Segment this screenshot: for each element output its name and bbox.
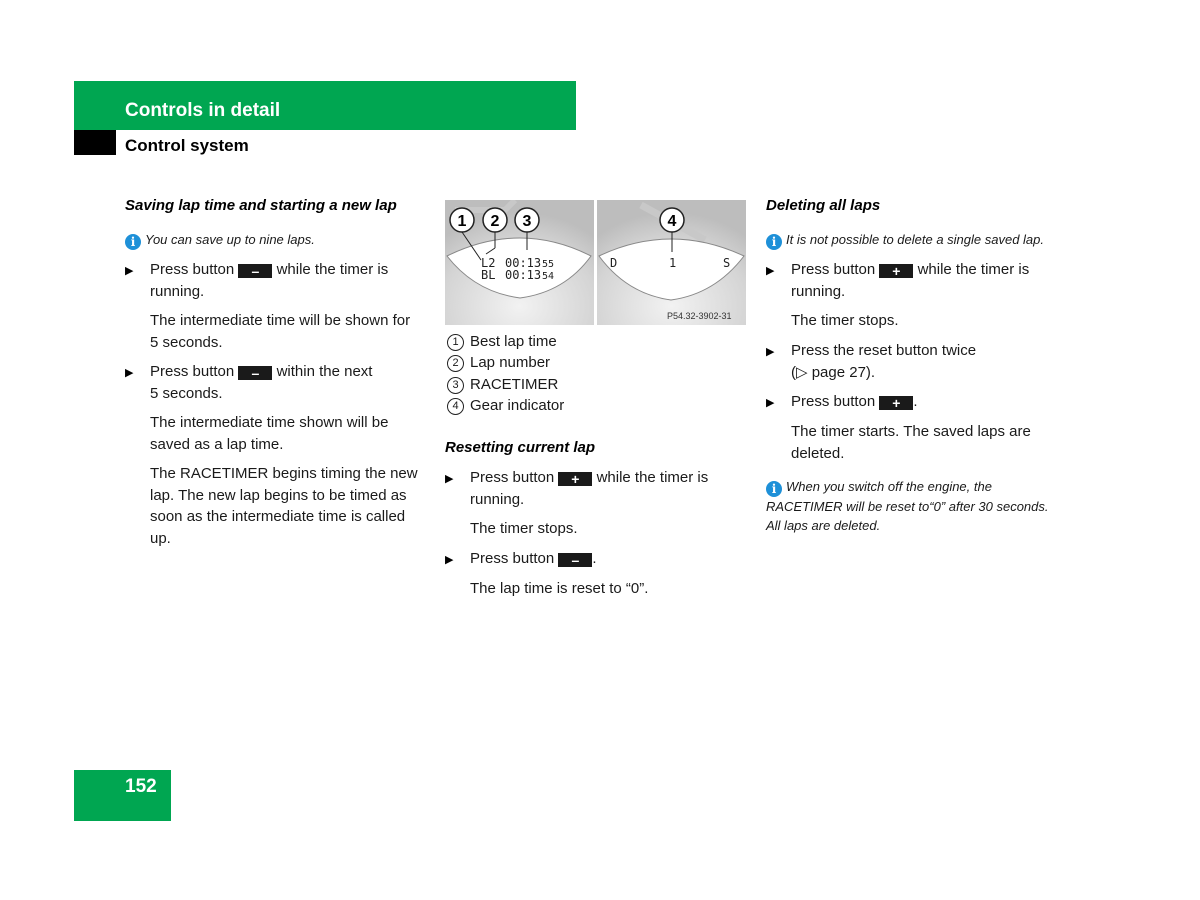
legend-item: 3 RACETIMER bbox=[447, 374, 564, 395]
legend-item: 1 Best lap time bbox=[447, 331, 564, 352]
gear-d: D bbox=[610, 256, 618, 270]
figure-code: P54.32-3902-31 bbox=[667, 311, 732, 321]
info-icon: i bbox=[766, 234, 782, 250]
callout-marker-4 bbox=[660, 208, 684, 232]
result-lap-reset: The lap time is reset to “0”. bbox=[470, 580, 649, 597]
instrument-cluster-figure bbox=[445, 200, 746, 325]
page-number: 152 bbox=[125, 776, 157, 797]
heading-deleting-laps: Deleting all laps bbox=[766, 197, 881, 214]
best-lap-label: BL bbox=[481, 268, 496, 282]
minus-button-icon: – bbox=[558, 553, 592, 567]
legend-item: 4 Gear indicator bbox=[447, 395, 564, 416]
info-note-delete-single: i It is not possible to delete a single saved lap. bbox=[766, 230, 1044, 250]
info-note-nine-laps: i You can save up to nine laps. bbox=[125, 230, 315, 250]
step-press-minus-reset: Press button – . bbox=[470, 550, 597, 568]
step-press-minus: Press button – while the timer is running. bbox=[150, 261, 389, 300]
step-press-plus-delete: Press button + while the timer is running. bbox=[791, 261, 1030, 300]
step-press-plus: Press button + while the timer is running. bbox=[470, 469, 709, 508]
bullet-icon: ▶ bbox=[766, 346, 775, 358]
plus-button-icon: + bbox=[879, 396, 913, 410]
subsection-marker bbox=[74, 130, 116, 155]
svg-text:4: 4 bbox=[667, 213, 677, 230]
minus-button-icon: – bbox=[238, 366, 272, 380]
subsection-title: Control system bbox=[125, 136, 249, 155]
lap-time-fraction: 55 bbox=[542, 259, 555, 270]
bullet-icon: ▶ bbox=[766, 397, 775, 409]
callout-marker-3 bbox=[515, 208, 539, 232]
legend-item: 2 Lap number bbox=[447, 352, 564, 373]
info-note-engine-off: i When you switch off the engine, the RACETIMER will be reset to“0” after 30 seconds. All laps are deleted. bbox=[766, 479, 1049, 533]
result-saved-lap: The intermediate time shown will be saved as a lap time. bbox=[150, 414, 389, 453]
info-icon: i bbox=[766, 481, 782, 497]
heading-saving-lap: Saving lap time and starting a new lap bbox=[125, 197, 397, 214]
result-new-lap: The RACETIMER begins timing the new lap. The new lap begins to be timed as soon as the intermediate time is called up. bbox=[150, 465, 418, 547]
step-press-minus-again: Press button – within the next 5 seconds. bbox=[150, 363, 373, 402]
minus-button-icon: – bbox=[238, 264, 272, 278]
plus-button-icon: + bbox=[558, 472, 592, 486]
gear-s: S bbox=[723, 256, 731, 270]
callout-marker-2 bbox=[483, 208, 507, 232]
page-reference-link[interactable]: (▷ page 27). bbox=[791, 363, 876, 381]
svg-text:3: 3 bbox=[522, 213, 532, 230]
section-title: Controls in detail bbox=[125, 100, 281, 121]
bullet-icon: ▶ bbox=[125, 265, 134, 277]
bullet-icon: ▶ bbox=[766, 265, 775, 277]
bullet-icon: ▶ bbox=[445, 473, 454, 485]
lap-number-text: L2 bbox=[481, 256, 496, 270]
result-timer-starts: The timer starts. The saved laps are deleted. bbox=[791, 423, 1031, 462]
step-reset-twice: Press the reset button twice (▷ page 27). bbox=[791, 342, 977, 381]
callout-marker-1 bbox=[450, 208, 474, 232]
step-press-plus-start: Press button + . bbox=[791, 393, 918, 411]
bullet-icon: ▶ bbox=[125, 367, 134, 379]
bullet-icon: ▶ bbox=[445, 554, 454, 566]
info-icon: i bbox=[125, 234, 141, 250]
result-intermediate-time: The intermediate time will be shown for 5 seconds. bbox=[150, 312, 411, 351]
result-timer-stops: The timer stops. bbox=[470, 520, 578, 537]
lap-time-text: 00:13 bbox=[505, 256, 542, 270]
best-lap-fraction: 54 bbox=[542, 271, 555, 282]
figure-legend bbox=[447, 331, 564, 416]
gear-number: 1 bbox=[669, 256, 677, 270]
best-lap-time: 00:13 bbox=[505, 268, 542, 282]
result-timer-stops-delete: The timer stops. bbox=[791, 312, 899, 329]
plus-button-icon: + bbox=[879, 264, 913, 278]
heading-resetting-lap: Resetting current lap bbox=[445, 439, 596, 456]
svg-text:1: 1 bbox=[457, 213, 467, 230]
svg-text:2: 2 bbox=[490, 213, 500, 230]
